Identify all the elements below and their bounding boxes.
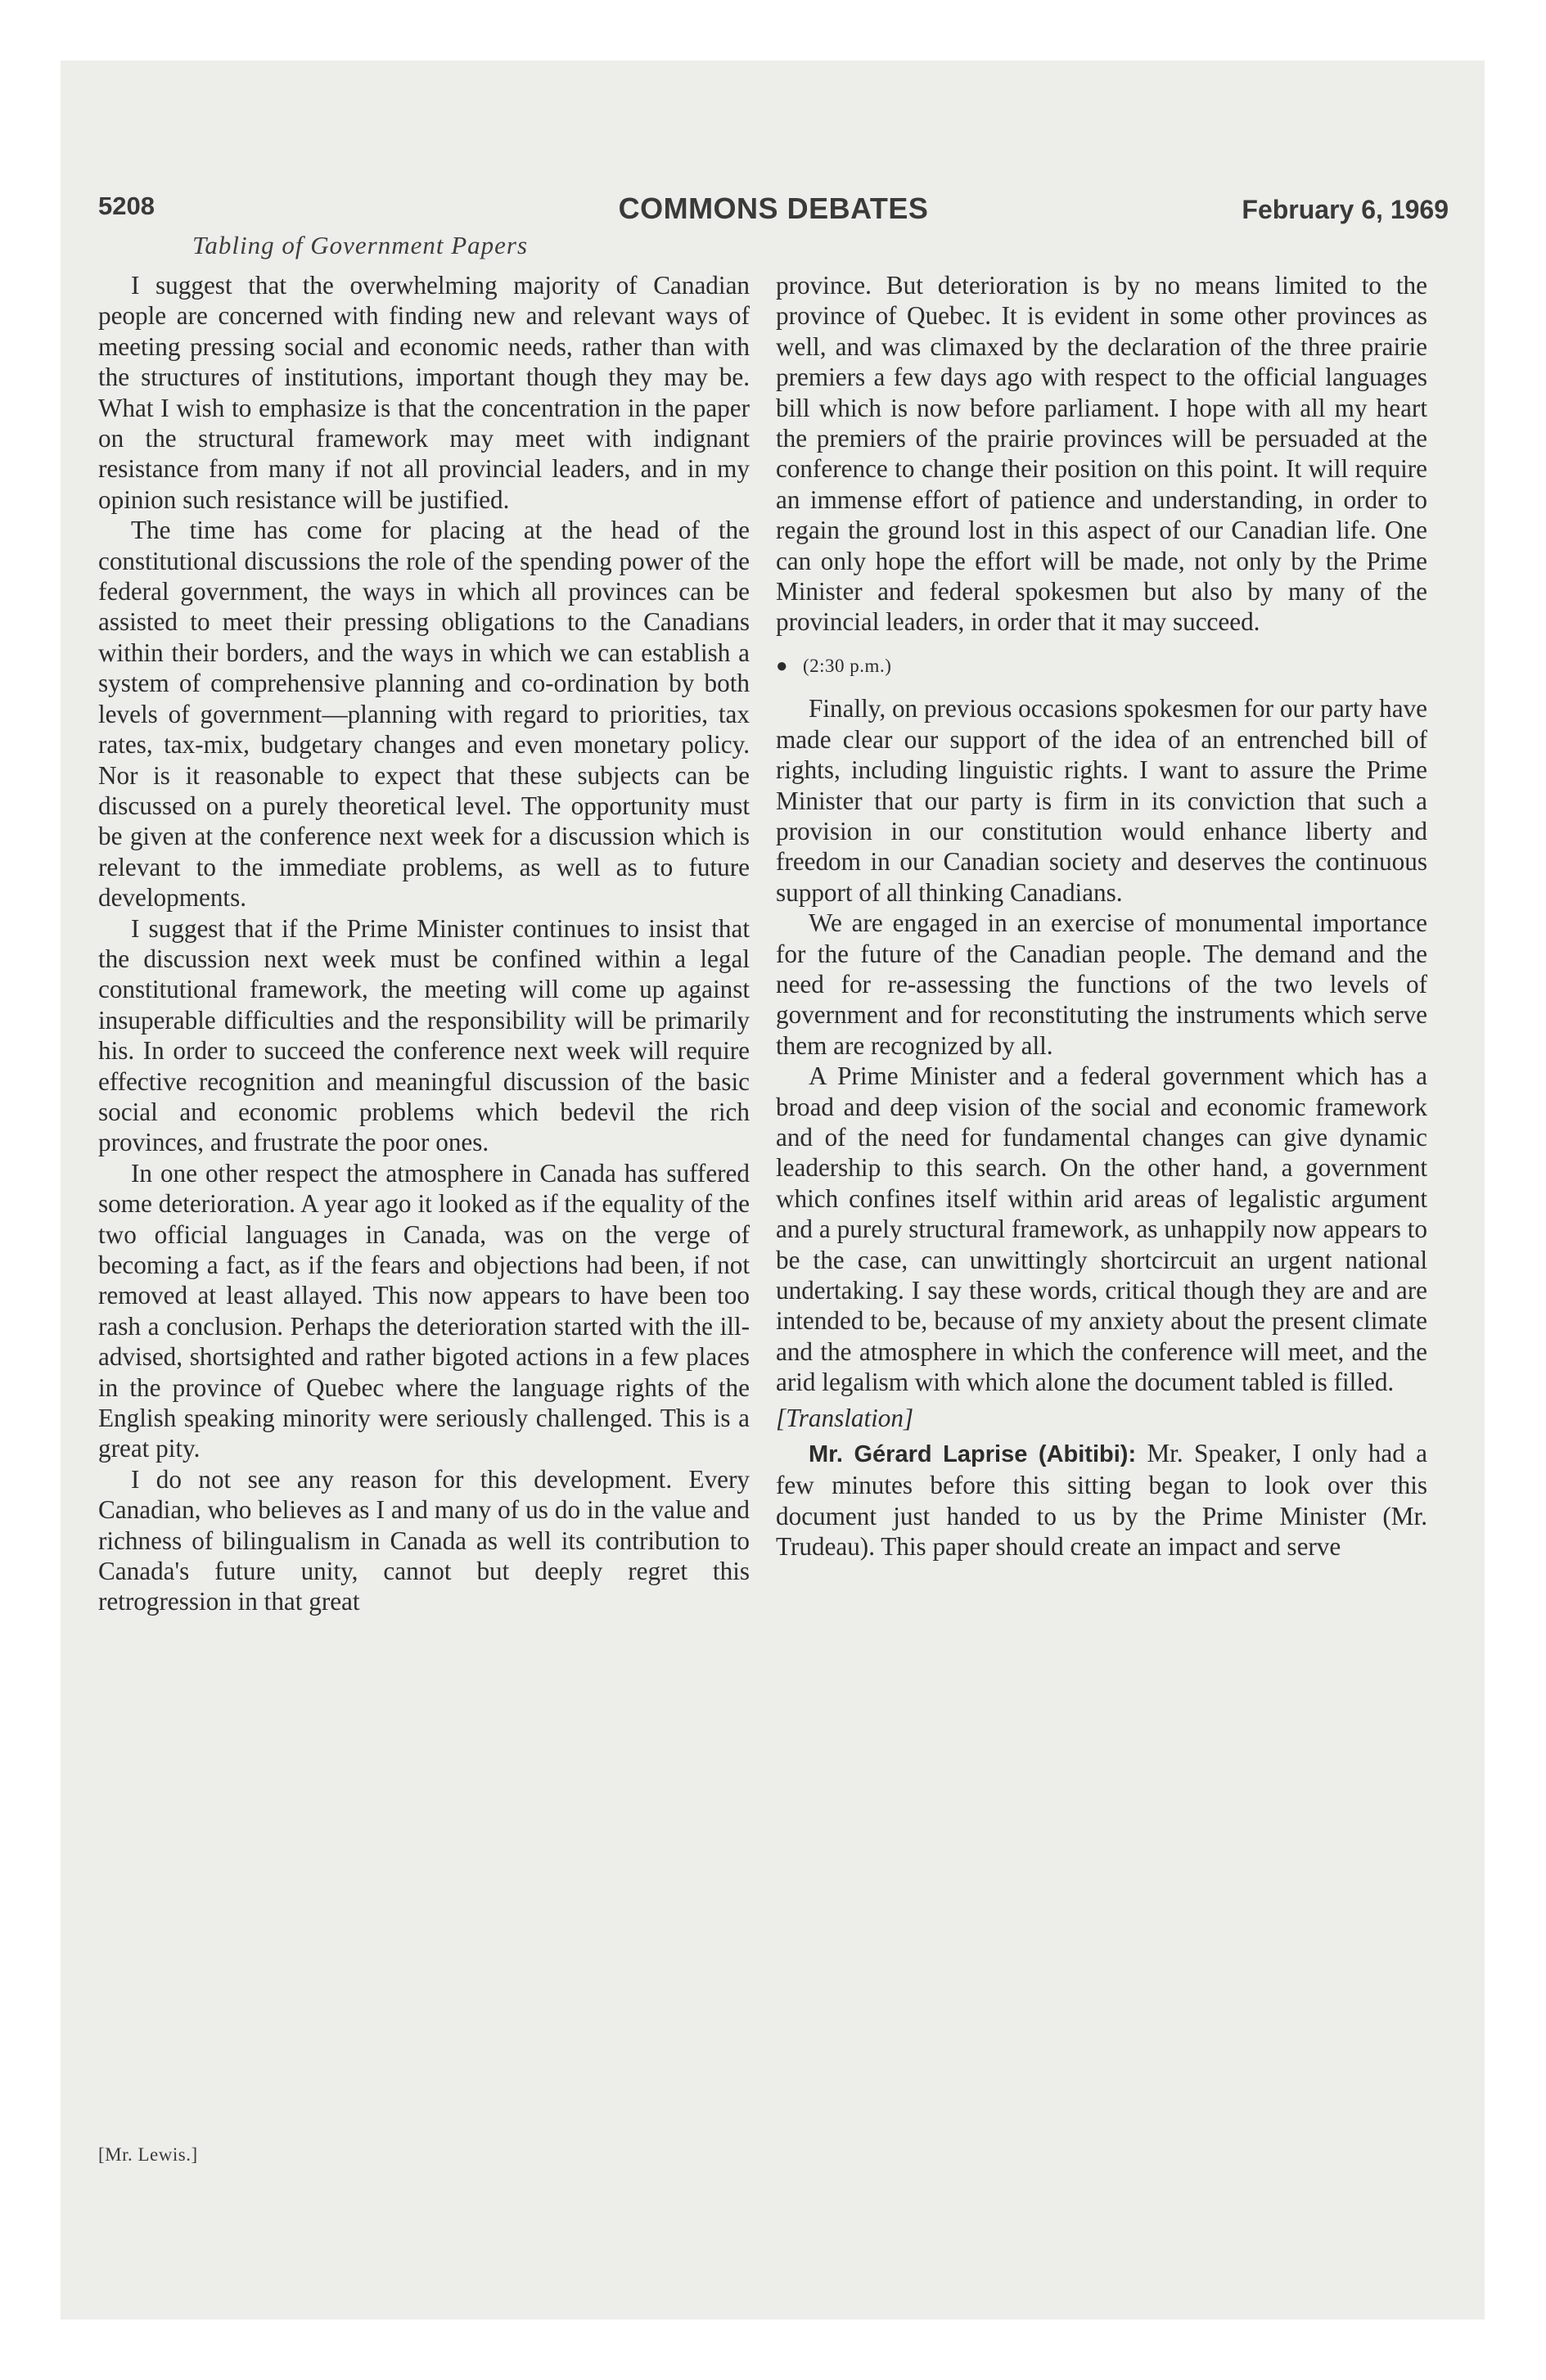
speech-text: Mr. Speaker, I only had a few minutes before this sitting began to look over this document just handed to us by the Prime Minister (Mr. Trudeau). This paper should create an impact and serve (776, 1439, 1427, 1562)
speaker-name: Mr. Gérard Laprise (Abitibi): (809, 1441, 1137, 1468)
translation-label: [Translation] (776, 1403, 914, 1432)
speech-paragraph (776, 1438, 1427, 1562)
paragraph: A Prime Minister and a federal government which has a broad and deep vision of the social and economic framework and of the need for fundamental changes can give dynamic leadership to this search. On the other hand, a government which confines itself within arid areas of legalistic argument and a purely structural framework, as unhappily now appears to be the case, can unwittingly shortcircuit an urgent national undertaking. I say these words, critical though they are and are intended to be, because of my anxiety about the present climate and the atmosphere in which the conference will meet, and the arid legalism with which alone the document tabled is filled. (776, 1062, 1427, 1397)
paragraph: I suggest that if the Prime Minister continues to insist that the discussion next week must be confined within a legal constitutional framework, the meeting will come up against insuperable difficulties and the responsibility will be primarily his. In order to succeed the conference next week will require effective recognition and meaningful discussion of the basic social and economic problems which bedevil the rich provinces, and frustrate the poor ones. (98, 913, 750, 1157)
time-label: (2:30 p.m.) (803, 655, 892, 676)
paragraph: In one other respect the atmosphere in Canada has suffered some deterioration. A year ago it looked as if the equality of the two official languages in Canada, was on the verge of becoming a fact, as if the fears and objections had been, if not removed at least allayed. This now appears to have been too rash a conclusion. Perhaps the deterioration started with the ill-advised, shortsighted and rather bigoted actions in a few places in the province of Quebec where the language rights of the English speaking minority were seriously challenged. This is a great pity. (98, 1158, 750, 1463)
journal-title: COMMONS DEBATES (618, 192, 929, 225)
page-date: February 6, 1969 (1242, 195, 1449, 224)
paragraph: We are engaged in an exercise of monumental importance for the future of the Canadian people. The demand and the need for re-assessing the functions of the two levels of government and for reconstituting the instruments which serve them are recognized by all. (776, 908, 1427, 1060)
running-head: Tabling of Government Papers (192, 231, 529, 259)
paragraph: Finally, on previous occasions spokesmen for our party have made clear our support of the idea of an entrenched bill of rights, including linguistic rights. I want to assure the Prime Minister that our party is firm in its conviction that such a provision in our constitution would enhance liberty and freedom in our Canadian society and deserves the continuous support of all thinking Canadians. (776, 694, 1427, 907)
time-marker (776, 651, 1427, 682)
bullet-icon: ● (776, 655, 788, 677)
left-column (98, 270, 750, 1617)
page-number: 5208 (98, 192, 155, 220)
right-column (776, 270, 1427, 1562)
paragraph: The time has come for placing at the head of the constitutional discussions the role of the spending power of the federal government, the ways in which all provinces can be assisted to meet their pressing obligations to the Canadians within their borders, and the ways in which we can establish a system of comprehensive planning and co-ordination by both levels of government—planning with regard to priorities, tax rates, tax-mix, budgetary changes and even monetary policy. Nor is it reasonable to expect that these subjects can be discussed on a purely theoretical level. The opportunity must be given at the conference next week for a discussion which is relevant to the immediate problems, as well as to future developments. (98, 516, 750, 913)
paragraph: I do not see any reason for this development. Every Canadian, who believes as I and many of us do in the value and richness of bilingualism in Canada as well its contribution to Canada's future unity, cannot but deeply regret this retrogression in that great (98, 1464, 750, 1616)
paragraph: I suggest that the overwhelming majority of Canadian people are concerned with finding new and relevant ways of meeting pressing social and economic needs, rather than with the structures of institutions, important though they may be. What I wish to emphasize is that the concentration in the paper on the structural framework may meet with indignant resistance from many if not all provincial leaders, and in my opinion such resistance will be justified. (98, 271, 750, 514)
page-header (98, 192, 1449, 232)
speaker-footer: [Mr. Lewis.] (98, 2144, 198, 2165)
paragraph: province. But deterioration is by no means limited to the province of Quebec. It is evident in some other provinces as well, and was climaxed by the declaration of the three prairie premiers a few days ago with respect to the official languages bill which is now before parliament. I hope with all my heart the premiers of the prairie provinces will be persuaded at the conference to change their position on this point. It will require an immense effort of patience and understanding, in order to regain the ground lost in this aspect of our Canadian life. One can only hope the effort will be made, not only by the Prime Minister and federal spokesmen but also by many of the provincial leaders, in order that it may succeed. (776, 271, 1427, 637)
